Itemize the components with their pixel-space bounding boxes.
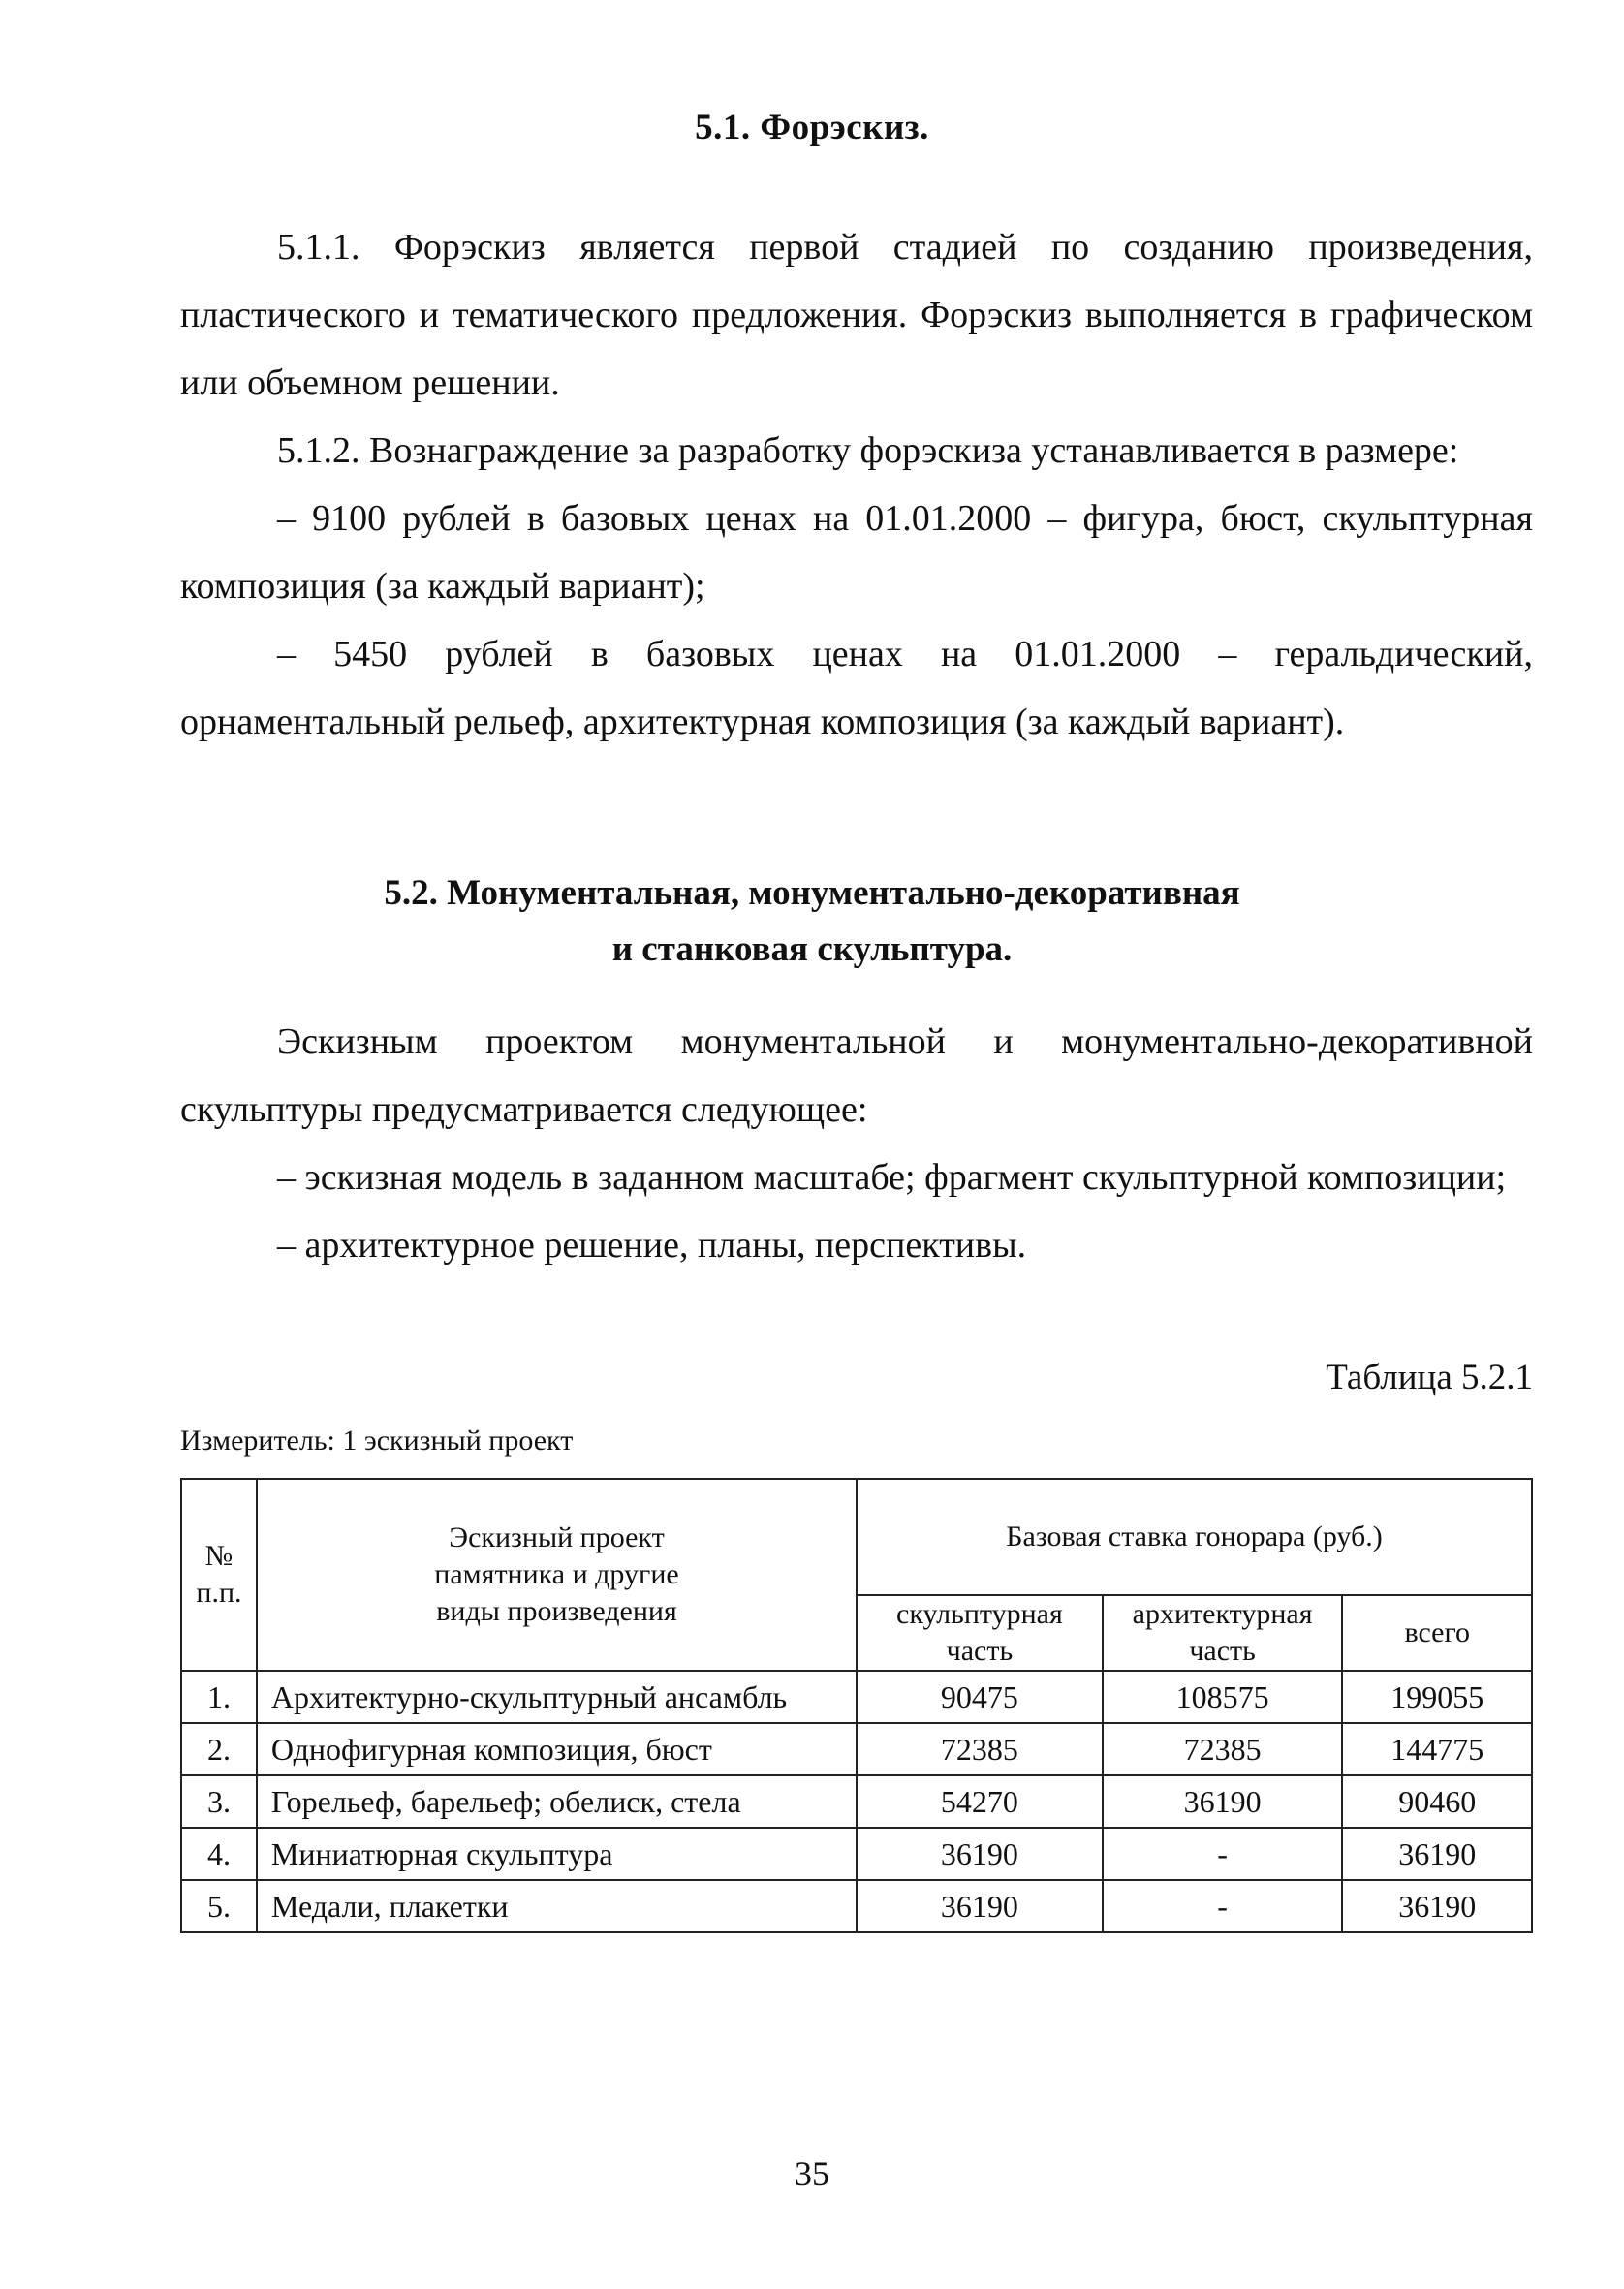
- header-arch: архитектурная часть: [1103, 1595, 1343, 1671]
- row-sculpt: 54270: [857, 1775, 1103, 1828]
- table-row: [181, 1775, 1532, 1828]
- row-total: 90460: [1342, 1775, 1532, 1828]
- row-arch: -: [1103, 1880, 1343, 1932]
- paragraph-5-1-2: 5.1.2. Вознаграждение за разработку форэскиза устанавливается в размере:: [277, 430, 1459, 471]
- row-name: Горельеф, барельеф; обелиск, стела: [257, 1775, 857, 1828]
- row-num: 5.: [181, 1880, 257, 1932]
- list-item-5450: – 5450 рублей в базовых ценах на 01.01.2000 – геральдический, орнаментальный рельеф, архитектурная композиция (за каждый вариант).: [180, 634, 1533, 742]
- table-row: [181, 1880, 1532, 1932]
- row-name: Медали, плакетки: [257, 1880, 857, 1932]
- section-heading-5-2-line2: и станковая скульптура.: [611, 929, 1013, 969]
- row-sculpt: 36190: [857, 1880, 1103, 1932]
- header-rate: Базовая ставка гонорара (руб.): [857, 1479, 1532, 1595]
- header-total: всего: [1342, 1595, 1532, 1671]
- list-item-architecture: – архитектурное решение, планы, перспективы.: [277, 1225, 1027, 1266]
- section-heading-5-2-line1: 5.2. Монументальная, монументально-декоративная: [384, 873, 1240, 913]
- paragraph-5-1-1: 5.1.1. Форэскиз является первой стадией по созданию произведения, пластического и тематического предложения. Форэскиз выполняется в графическом или объемном решении.: [180, 227, 1533, 403]
- row-name: Архитектурно-скульптурный ансамбль: [257, 1671, 857, 1723]
- section-heading-5-2: [0, 865, 1624, 978]
- row-total: 199055: [1342, 1671, 1532, 1723]
- header-num: № п.п.: [181, 1479, 257, 1671]
- list-item-9100: – 9100 рублей в базовых ценах на 01.01.2000 – фигура, бюст, скульптурная композиция (за каждый вариант);: [180, 498, 1533, 607]
- table-row: [181, 1828, 1532, 1880]
- section-heading-5-1: 5.1. Форэскиз.: [695, 108, 929, 147]
- paragraph-5-2-intro: Эскизным проектом монументальной и монументально-декоративной скульптуры предусматривается следующее:: [180, 1021, 1533, 1130]
- row-num: 3.: [181, 1775, 257, 1828]
- page-number: 35: [795, 2154, 829, 2193]
- header-sculpt: скульптурная часть: [857, 1595, 1103, 1671]
- row-total: 36190: [1342, 1880, 1532, 1932]
- row-arch: 36190: [1103, 1775, 1343, 1828]
- table-row: [181, 1723, 1532, 1775]
- table-row: [181, 1671, 1532, 1723]
- row-num: 2.: [181, 1723, 257, 1775]
- section-5-2-body: [180, 1008, 1533, 1279]
- row-total: 36190: [1342, 1828, 1532, 1880]
- row-name: Миниатюрная скульптура: [257, 1828, 857, 1880]
- rates-table: [180, 1478, 1533, 1933]
- header-project: Эскизный проект памятника и другие виды произведения: [257, 1479, 857, 1671]
- row-num: 1.: [181, 1671, 257, 1723]
- row-total: 144775: [1342, 1723, 1532, 1775]
- row-name: Однофигурная композиция, бюст: [257, 1723, 857, 1775]
- row-num: 4.: [181, 1828, 257, 1880]
- section-5-1-body: [180, 213, 1533, 756]
- table-measure: Измеритель: 1 эскизный проект: [180, 1425, 574, 1457]
- row-sculpt: 36190: [857, 1828, 1103, 1880]
- row-arch: -: [1103, 1828, 1343, 1880]
- row-arch: 72385: [1103, 1723, 1343, 1775]
- row-sculpt: 72385: [857, 1723, 1103, 1775]
- list-item-model: – эскизная модель в заданном масштабе; фрагмент скульптурной композиции;: [277, 1157, 1507, 1198]
- row-arch: 108575: [1103, 1671, 1343, 1723]
- table-caption: Таблица 5.2.1: [1326, 1358, 1533, 1397]
- row-sculpt: 90475: [857, 1671, 1103, 1723]
